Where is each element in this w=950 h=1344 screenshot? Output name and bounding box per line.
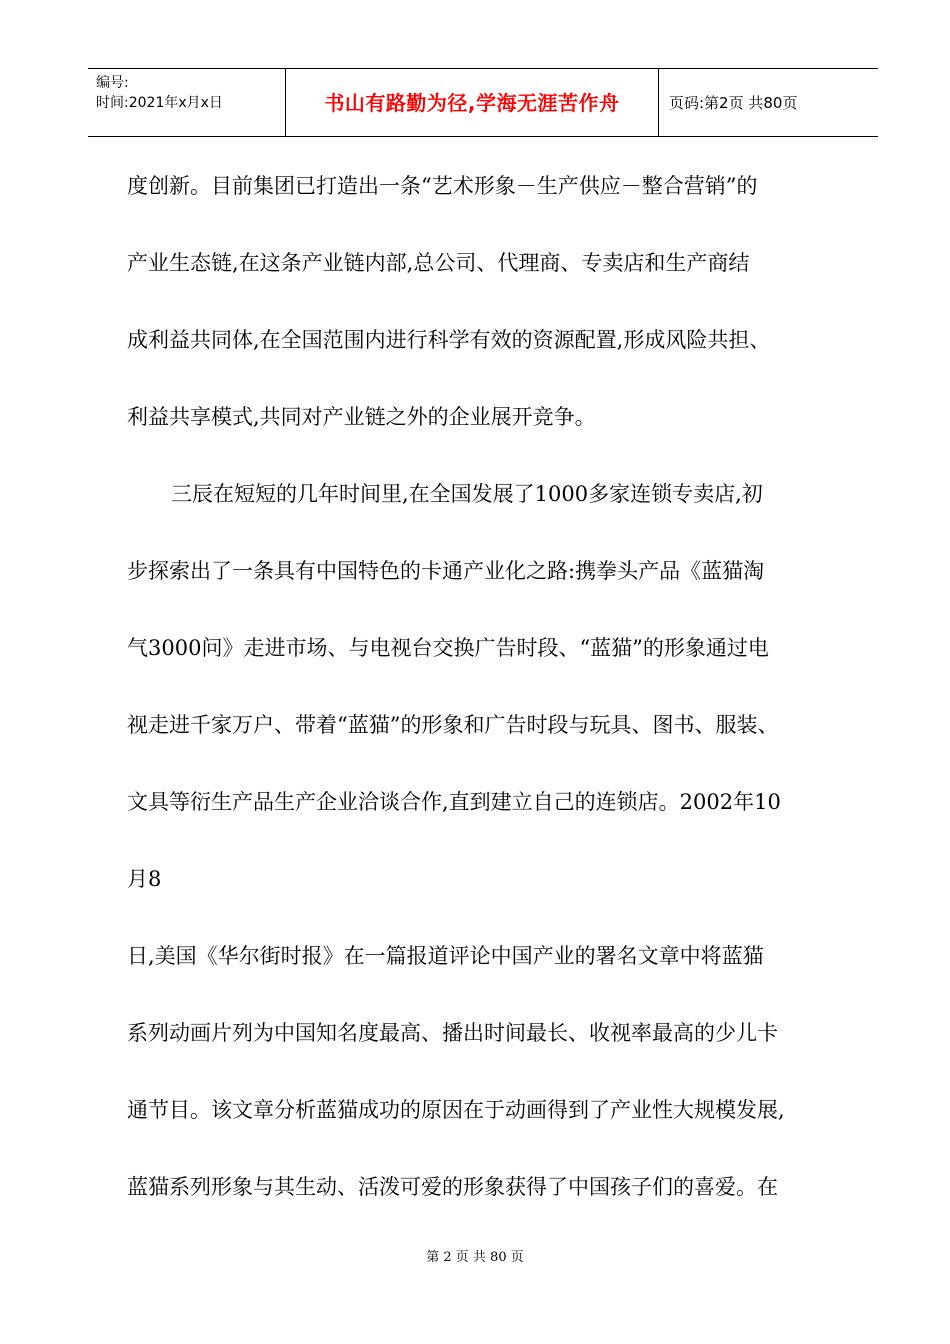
body-line: 蓝猫系列形象与其生动、活泼可爱的形象获得了中国孩子们的喜爱。在 <box>127 1175 778 1199</box>
body-line: 利益共享模式,共同对产业链之外的企业展开竞争。 <box>127 405 596 429</box>
body-line: 日,美国《华尔街时报》在一篇报道评论中国产业的署名文章中将蓝猫 <box>127 944 764 968</box>
body-line: 气3000问》走进市场、与电视台交换广告时段、“蓝猫”的形象通过电 <box>127 636 769 660</box>
body-line: 通节目。该文章分析蓝猫成功的原因在于动画得到了产业性大规模发展, <box>127 1098 785 1122</box>
header-meta <box>88 69 286 136</box>
page-header <box>88 68 878 137</box>
body-line: 产业生态链,在这条产业链内部,总公司、代理商、专卖店和生产商结 <box>127 251 750 275</box>
time-label: 时间:2021年x月x日 <box>96 95 223 111</box>
body-line: 成利益共同体,在全国范围内进行科学有效的资源配置,形成风险共担、 <box>127 328 771 352</box>
number-label: 编号: <box>96 75 129 91</box>
body-line: 月8 <box>127 867 162 891</box>
body-line: 三辰在短短的几年时间里,在全国发展了1000多家连锁专卖店,初 <box>171 482 763 506</box>
body-line: 视走进千家万户、带着“蓝猫”的形象和广告时段与玩具、图书、服装、 <box>127 713 779 737</box>
body-line: 度创新。目前集团已打造出一条“艺术形象－生产供应－整合营销”的 <box>127 174 758 198</box>
page-footer: 第 2 页 共 80 页 <box>426 1250 524 1265</box>
document-body <box>127 148 867 1226</box>
body-line: 步探索出了一条具有中国特色的卡通产业化之路:携拳头产品《蓝猫淘 <box>127 559 765 583</box>
body-line: 系列动画片列为中国知名度最高、播出时间最长、收视率最高的少儿卡 <box>127 1021 778 1045</box>
header-page-info: 页码:第2页 共80页 <box>669 94 798 112</box>
header-motto: 书山有路勤为径,学海无涯苦作舟 <box>286 69 659 136</box>
body-line: 文具等衍生产品生产企业洽谈合作,直到建立自己的连锁店。2002年10 <box>127 790 781 814</box>
